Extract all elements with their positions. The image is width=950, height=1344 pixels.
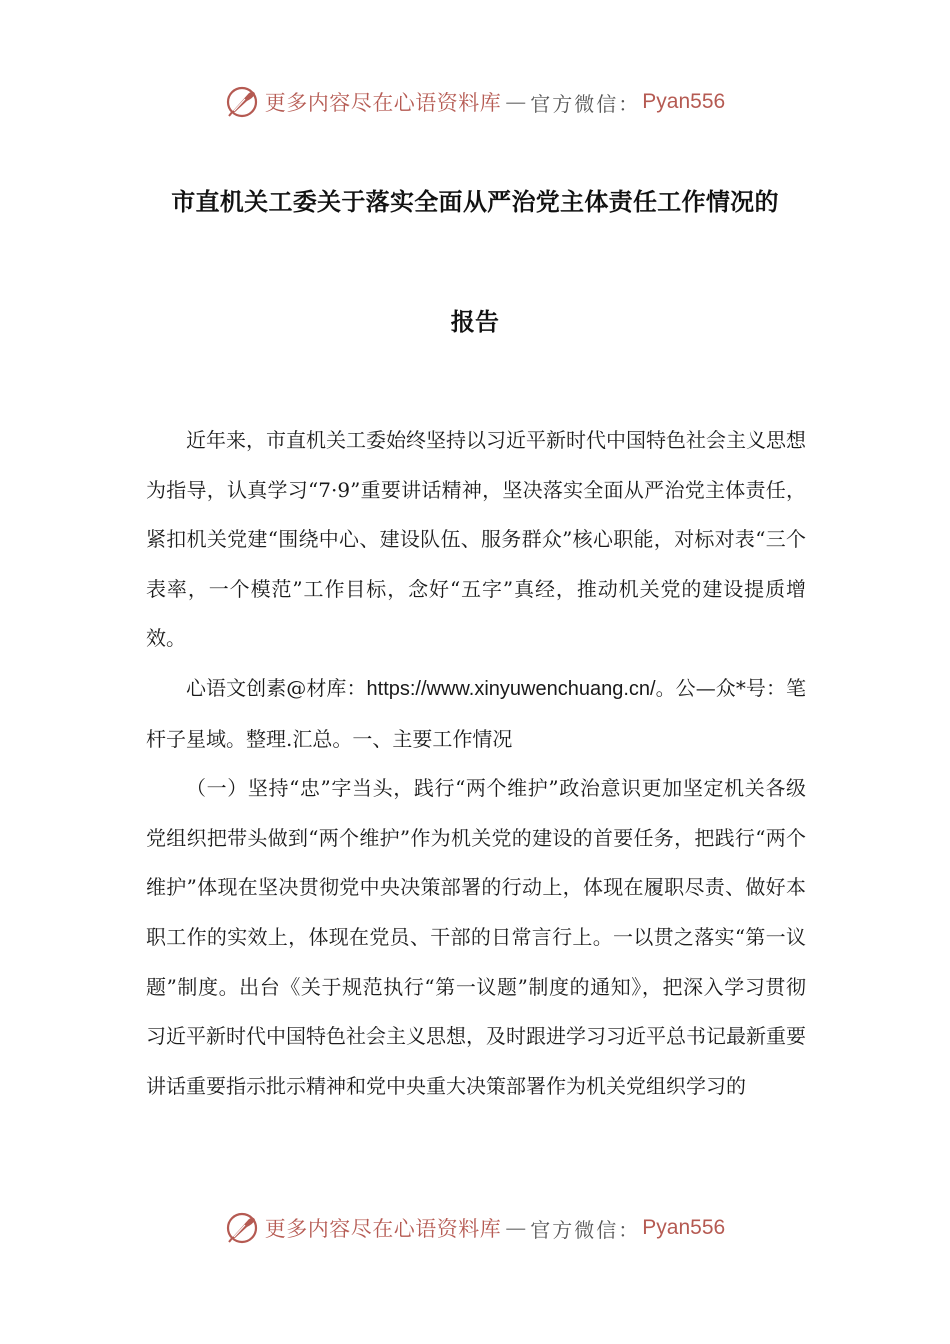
quill-pen-logo-icon: [225, 1211, 259, 1245]
footer-wechat-id: Pyan556: [642, 1216, 726, 1239]
header-wechat-id: Pyan556: [642, 90, 726, 113]
document-body: [146, 416, 806, 1111]
paragraph-source-note: [146, 664, 806, 764]
footer-brand-text: 更多内容尽在心语资料库: [264, 1217, 502, 1241]
document-title-line-2: 报告: [450, 308, 500, 336]
header-brand-text: 更多内容尽在心语资料库: [264, 91, 502, 115]
source-note-prefix: 心语文创素@材库：: [186, 675, 367, 700]
footer-separator: —: [505, 1216, 527, 1240]
footer-official-label: 官方微信：: [530, 1217, 641, 1242]
header-watermark-banner: [0, 82, 950, 122]
paragraph-section-1: （一）坚持“忠”字当头，践行“两个维护”政治意识更加坚定机关各级党组织把带头做到“两个维护”作为机关党的建设的首要任务，把践行“两个维护”体现在坚决贯彻党中央决策部署的行动上，体现在履职尽责、做好本职工作的实效上，体现在党员、干部的日常言行上。一以贯之落实“第一议题”制度。出台《关于规范执行“第一议题”制度的通知》，把深入学习贯彻习近平新时代中国特色社会主义思想，及时跟进学习习近平总书记最新重要讲话重要指示批示精神和党中央重大决策部署作为机关党组织学习的: [146, 776, 806, 1098]
footer-watermark-banner: [0, 1208, 950, 1248]
paragraph-intro: 近年来，市直机关工委始终坚持以习近平新时代中国特色社会主义思想为指导，认真学习“7·9”重要讲话精神，坚决落实全面从严治党主体责任，紧扣机关党建“围绕中心、建设队伍、服务群众”核心职能，对标对表“三个表率，一个模范”工作目标，念好“五字”真经，推动机关党的建设提质增效。: [146, 428, 806, 651]
header-official-label: 官方微信：: [530, 91, 641, 116]
quill-pen-logo-icon: [225, 85, 259, 119]
source-note-suffix: 。公—众*号：笔杆子星域。整理.汇总。一、主要工作情况: [146, 675, 807, 751]
document-title-line-1: 市直机关工委关于落实全面从严治党主体责任工作情况的: [171, 188, 779, 216]
header-separator: —: [505, 90, 527, 114]
source-note-url: https://www.xinyuwenchuang.cn/: [366, 677, 656, 700]
